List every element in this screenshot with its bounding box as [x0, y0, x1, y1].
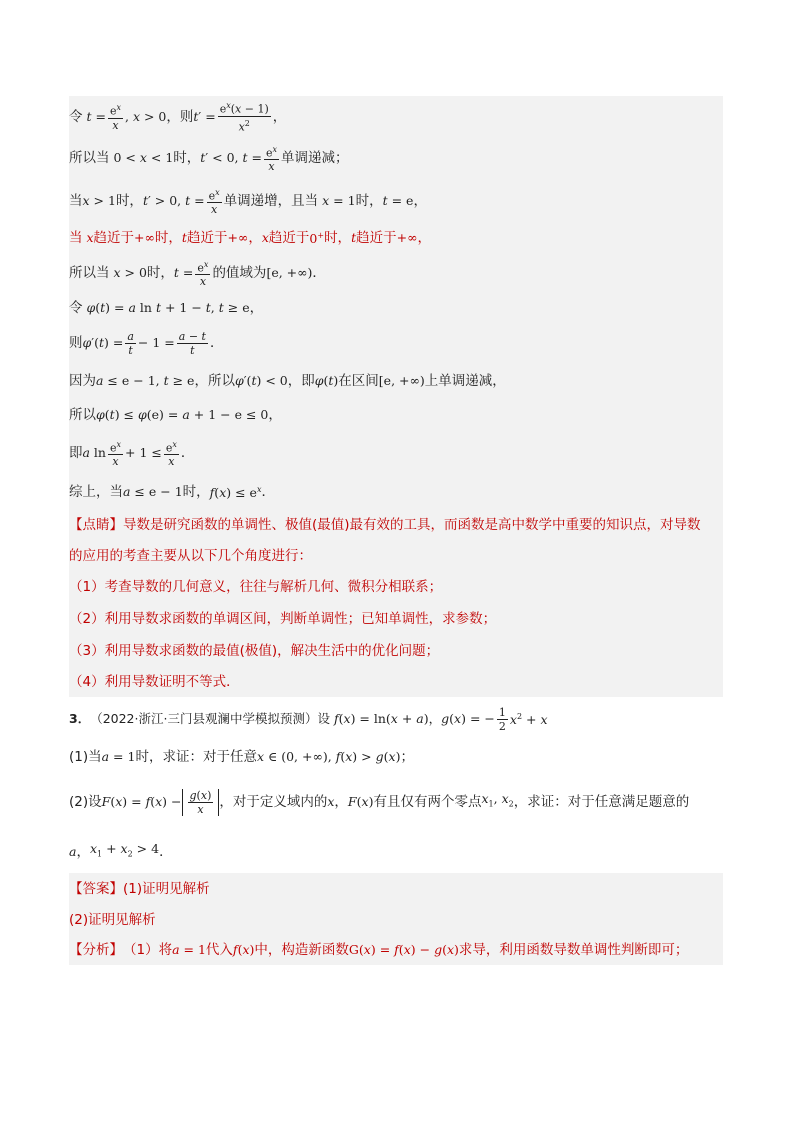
formula: x > 0 [113, 265, 147, 280]
formula: φ′(t) < 0 [234, 373, 288, 388]
text: ， [249, 300, 264, 316]
solution-line [69, 223, 723, 253]
text: 时， [324, 230, 352, 246]
formula-fraction: $\frac{e^x}{x}$ [208, 187, 220, 217]
text: ， [334, 794, 348, 810]
formula: [e, +∞) [378, 373, 425, 388]
formula: φ(t) [314, 373, 339, 388]
formula: f(x) = ln(x + a) [333, 711, 429, 726]
text: 令 [69, 108, 83, 125]
text: 时， [182, 484, 210, 500]
text: 时， [146, 265, 174, 281]
formula: 0+ [309, 231, 325, 247]
answer-line [69, 873, 723, 905]
formula-fraction: $\frac{e^x}{x}$ [109, 103, 121, 132]
formula: $x_1$, $x_2$ [481, 791, 514, 809]
formula: t′ > 0, t = [142, 193, 205, 208]
formula: , x > 0 [125, 108, 167, 124]
text: ， [428, 711, 442, 726]
solution-line [69, 293, 723, 323]
answer-1: (1)证明见解析 [123, 881, 210, 897]
text: 所以当 [69, 265, 110, 281]
text: 的值域为 [212, 265, 267, 281]
text: ． [209, 335, 224, 351]
text: 代入 [205, 942, 233, 958]
text: 趋近于 [356, 230, 397, 246]
text: (1)当 [69, 749, 102, 765]
text: 即 [69, 445, 83, 461]
formula: t [181, 230, 187, 245]
problem-block [69, 697, 723, 873]
comment-text: 导数是研究函数的单调性、极值(最值)最有效的工具，而函数是高中数学中重要的知识点，对导数 [123, 517, 701, 533]
text: （1）将 [123, 942, 173, 958]
formula: − 1 = [137, 335, 175, 350]
formula: $x^2 + x$ [509, 712, 548, 728]
text: 综上，当 [69, 484, 123, 500]
formula: F(x) = f(x) − [101, 794, 182, 809]
formula: +∞ [134, 230, 155, 245]
formula: 0 < x < 1 [109, 150, 174, 165]
text: 所以 [69, 407, 96, 423]
text: ，所以 [194, 373, 235, 389]
comment-item: （3）利用导数求函数的最值(极值)，解决生活中的优化问题； [69, 642, 440, 659]
text: 单调递增，且当 [223, 193, 319, 209]
formula: x [327, 794, 335, 809]
formula-fraction: $\frac{a}{t}$ [127, 329, 134, 357]
text: 时， [154, 230, 182, 246]
formula-fraction: $\frac{e^x}{x}$ [165, 439, 177, 469]
solution-line [69, 431, 723, 475]
formula: $f(x) \le e^x$ [209, 485, 262, 501]
problem-source: （2022·浙江·三门县观澜中学模拟预测） [90, 711, 318, 726]
solution-block [69, 96, 723, 697]
analysis-line [69, 935, 723, 965]
text: 因为 [69, 373, 96, 389]
text: 时，求证：对于任意 [135, 749, 257, 765]
text: ， [417, 230, 431, 246]
text: ， [268, 407, 282, 423]
text: 设 [317, 711, 330, 726]
text: ． [261, 484, 275, 500]
analysis-label: 【分析】 [69, 942, 123, 958]
formula: x > 1 [82, 193, 116, 208]
formula: $x_1 + x_2 > 4$ [89, 841, 160, 859]
formula: φ′(t) = [82, 335, 124, 350]
problem-part-2 [69, 773, 723, 831]
formula: t = [86, 108, 106, 124]
comment-item: （2）利用导数求函数的单调区间，判断单调性；已知单调性，求参数； [69, 611, 497, 627]
document-page [69, 96, 723, 965]
formula-fraction: $\frac{a - t}{t}$ [178, 329, 206, 357]
text: ． [312, 265, 326, 281]
text: 时， [173, 150, 201, 166]
formula: t [351, 230, 357, 245]
formula-fraction: $\frac{e^x(x - 1)}{x^2}$ [219, 101, 269, 134]
text: 时， [115, 193, 143, 209]
solution-line [69, 475, 723, 509]
comment-item: （4）利用导数证明不等式． [69, 673, 240, 690]
text: ，对于定义域内的 [219, 794, 328, 810]
formula: t = [173, 265, 194, 280]
answer-label: 【答案】 [69, 881, 123, 897]
solution-line [69, 96, 723, 137]
answer-block [69, 873, 723, 965]
comment-block [69, 509, 723, 697]
text: 趋近于 [93, 230, 135, 246]
formula-abs: $\frac{g(x)}{x}$ [182, 789, 220, 816]
text: ，则 [166, 108, 194, 125]
formula: a ≤ e − 1 [123, 484, 183, 499]
formula-fraction: $\frac{e^x}{x}$ [109, 439, 122, 469]
solution-line [69, 399, 723, 431]
text: ． [159, 844, 173, 860]
text: 单调递减； [281, 150, 349, 166]
problem-header [69, 697, 723, 741]
text: ，即 [287, 373, 315, 389]
formula: a ln [82, 445, 106, 460]
solution-line [69, 179, 723, 223]
comment-item: （1）考查导数的几何意义，往往与解析几何、微积分相联系； [69, 579, 443, 595]
formula: x ∈ (0, +∞), f(x) > g(x) [256, 749, 401, 764]
text: 当 [69, 230, 83, 246]
problem-part-2-cont [69, 831, 723, 873]
formula: t = e [382, 193, 414, 208]
solution-line [69, 363, 723, 399]
formula: a = 1 [172, 942, 206, 957]
formula: x [261, 230, 269, 245]
text: ， [272, 108, 287, 125]
formula-fraction: $\frac{e^x}{x}$ [265, 144, 278, 174]
answer-2: (2)证明见解析 [69, 912, 156, 928]
formula: +∞ [227, 230, 249, 245]
text: 则 [69, 335, 83, 351]
text: ，求证：对于任意满足题意的 [513, 794, 690, 810]
solution-line [69, 323, 723, 363]
text: 当 [69, 193, 83, 209]
text: 上单调递减， [424, 373, 506, 389]
text: ， [248, 230, 262, 246]
formula: x [82, 230, 94, 245]
text: 令 [69, 300, 83, 316]
text: ， [76, 844, 90, 860]
formula: φ(t) ≤ φ(e) = a + 1 − e ≤ 0 [96, 407, 269, 422]
text: 有且仅有两个零点 [373, 794, 482, 810]
formula-fraction: $\frac{1}{2}$ [498, 705, 506, 733]
formula: t′ < 0, t = [200, 150, 262, 165]
text: 时， [355, 193, 383, 209]
formula: x = 1 [322, 193, 356, 208]
text: 求导，利用函数导数单调性判断即可； [458, 942, 689, 958]
text: 趋近于 [268, 230, 310, 246]
formula: F(x) [347, 794, 374, 809]
formula-fraction: $\frac{e^x}{x}$ [197, 259, 209, 289]
formula: g(x) = − [441, 711, 495, 726]
comment-line: 的应用的考查主要从以下几个角度进行： [69, 548, 312, 564]
formula: a = 1 [101, 749, 136, 764]
problem-number: 3． [69, 711, 91, 726]
formula: +∞ [396, 230, 418, 245]
formula: G(x) = f(x) − g(x) [348, 942, 459, 957]
text: (2)设 [69, 794, 102, 810]
text: ， [413, 193, 427, 209]
formula: + 1 ≤ [125, 445, 162, 460]
formula: [e, +∞) [266, 265, 313, 280]
text: 在区间 [338, 373, 379, 389]
formula: a ≤ e − 1, t ≥ e [96, 373, 195, 388]
formula: t′ = [193, 108, 216, 124]
formula: a [69, 844, 77, 859]
problem-part-1 [69, 741, 723, 773]
formula: φ(t) = a ln t + 1 − t, t ≥ e [86, 300, 250, 315]
solution-line [69, 253, 723, 293]
text: 中，构造新函数 [254, 942, 349, 958]
text: 趋近于 [186, 230, 228, 246]
comment-label: 【点睛】 [69, 517, 123, 533]
text: ． [180, 445, 195, 461]
comment-line [69, 509, 723, 541]
formula: f(x) [232, 942, 255, 957]
text: 所以当 [69, 150, 110, 166]
solution-line [69, 137, 723, 179]
text: ； [400, 749, 414, 765]
